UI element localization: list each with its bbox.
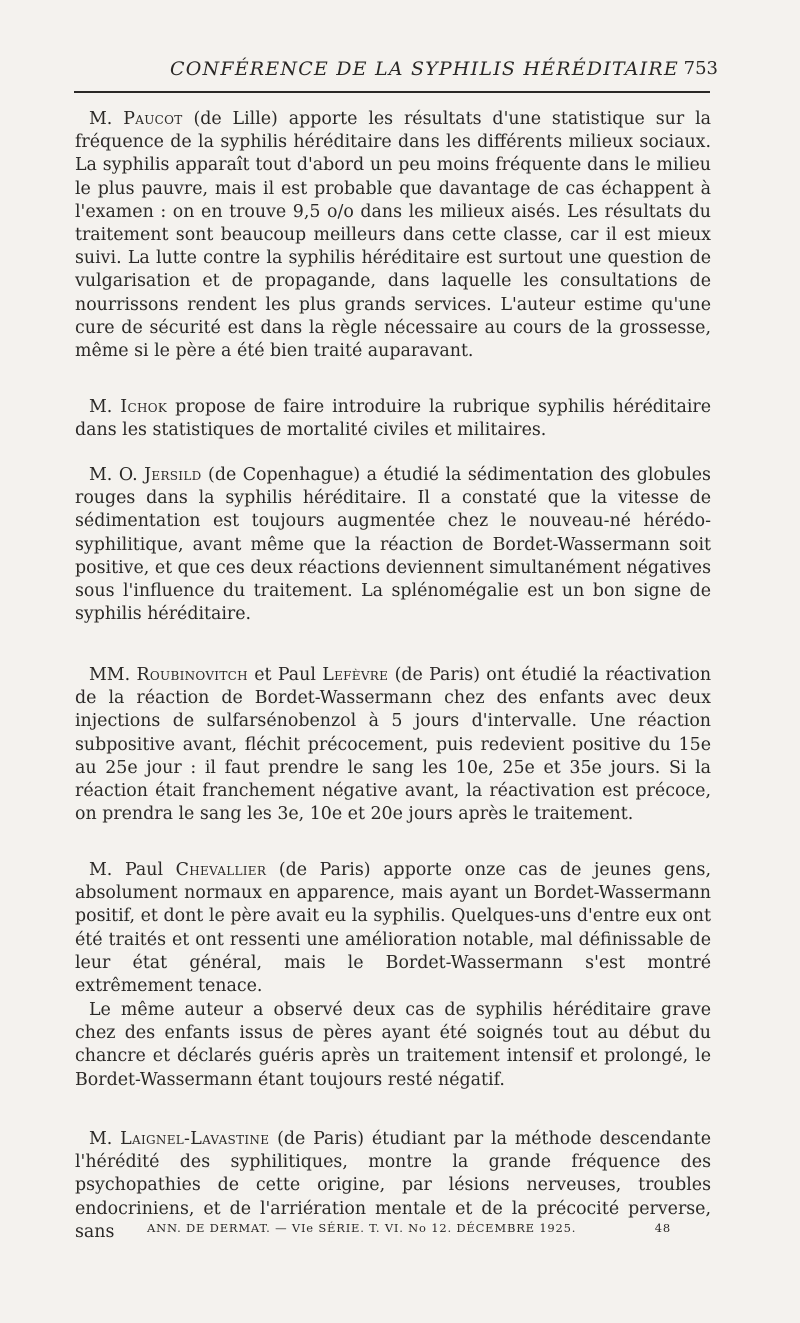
- paragraph-text: propose de faire introduire la rubrique syphilis héréditaire dans les statistiques de mortalité civiles et militaires.: [75, 397, 711, 441]
- paragraph-text: (de Paris) apporte onze cas de jeunes gens, absolument normaux en apparence, mais ayant un Bordet-Wassermann positif, et dont le père avait eu la syphilis. Quelques-uns d'entre eux ont été traités et ont ressenti une amélioration notable, mal définissable de leur état général, mais le Bordet-Wassermann s'est montré extrêmement tenace.: [75, 860, 712, 997]
- speaker-prefix: M. O.: [89, 465, 138, 485]
- speaker-prefix: M.: [89, 397, 113, 417]
- speaker-name: Jersild: [144, 465, 202, 485]
- paragraph-text: (de Copenhague) a étudié la sédimentation des globules rouges dans la syphilis héréditaire. Il a constaté que la vitesse de sédimentation est toujours augmentée chez le nouveau-né hérédo-syphilitique, avant même que la réaction de Bordet-Wassermann soit positive, et que ces deux réactions deviennent simultanément négatives sous l'influence du traitement. La splénomégalie est un bon signe de syphilis héréditaire.: [75, 465, 711, 625]
- paragraph-chevallier: [75, 859, 711, 998]
- page-number: 753: [683, 58, 718, 79]
- paragraph-text: (de Lille) apporte les résultats d'une statistique sur la fréquence de la syphilis héréditaire dans les différents milieux sociaux. La syphilis apparaît tout d'abord un peu moins fréquente dans le milieu le plus pauvre, mais il est probable que davantage de cas échappent à l'examen : on en trouve 9,5 o/o dans les milieux aisés. Les résultats du traitement sont beaucoup meilleurs dans cette classe, car il est mieux suivi. La lutte contre la syphilis héréditaire est surtout une question de vulgarisation et de propagande, dans laquelle les consultations de nourrissons rendent les plus grands services. L'auteur estime qu'une cure de sécurité est dans la règle nécessaire au cours de la grossesse, même si le père a été bien traité auparavant.: [75, 109, 711, 362]
- speaker-prefix: M. Paul: [89, 860, 164, 880]
- paragraph-roubinovitch-lefevre: [75, 664, 711, 826]
- speaker-connector: et Paul: [254, 665, 316, 685]
- paragraph-paucot: [75, 108, 711, 363]
- speaker-name: Laignel-Lavastine: [120, 1129, 270, 1149]
- speaker-name: Ichok: [120, 397, 168, 417]
- speaker-name-2: Lefèvre: [322, 665, 389, 685]
- paragraph-jersild: [75, 464, 711, 626]
- speaker-prefix: M.: [89, 1129, 113, 1149]
- speaker-name: Paucot: [123, 109, 183, 129]
- header-rule: [74, 91, 710, 93]
- speaker-prefix: M.: [89, 109, 113, 129]
- journal-reference: ANN. DE DERMAT. — VIe SÉRIE. T. VI. No 12. DÉCEMBRE 1925.: [147, 1221, 577, 1235]
- paragraph-ichok: [75, 396, 711, 442]
- paragraph-text: (de Paris) ont étudié la réactivation de la réaction de Bordet-Wassermann chez des enfants avec deux injections de sulfarsénobenzol à 5 jours d'intervalle. Une réaction subpositive avant, fléchit précocement, puis redevient positive du 15e au 25e jour : il faut prendre le sang les 10e, 25e et 35e jours. Si la réaction était franchement négative avant, la réactivation est précoce, on prendra le sang les 3e, 10e et 20e jours après le traitement.: [75, 665, 712, 825]
- speaker-name: Roubinovitch: [136, 665, 248, 685]
- signature-mark: 48: [654, 1221, 671, 1235]
- speaker-prefix: MM.: [89, 665, 131, 685]
- paragraph-text: (de Paris) étudiant par la méthode descendante l'hérédité des syphilitiques, montre la grande fréquence des psychopathies de cette origine, par lésions nerveuses, troubles endocriniens, et de l'arriération mentale et de la précocité perverse, sans: [75, 1129, 712, 1242]
- paragraph-chevallier-continued: [75, 999, 711, 1092]
- paragraph-text: Le même auteur a observé deux cas de syphilis héréditaire grave chez des enfants issus de pères ayant été soignés tout au début du chancre et déclarés guéris après un traitement intensif et prolongé, le Bordet-Wassermann étant toujours resté négatif.: [75, 1000, 711, 1090]
- running-header: [74, 58, 718, 86]
- running-title: CONFÉRENCE DE LA SYPHILIS HÉRÉDITAIRE: [170, 58, 679, 80]
- page-footer: [75, 1221, 711, 1241]
- speaker-name: Chevallier: [175, 860, 267, 880]
